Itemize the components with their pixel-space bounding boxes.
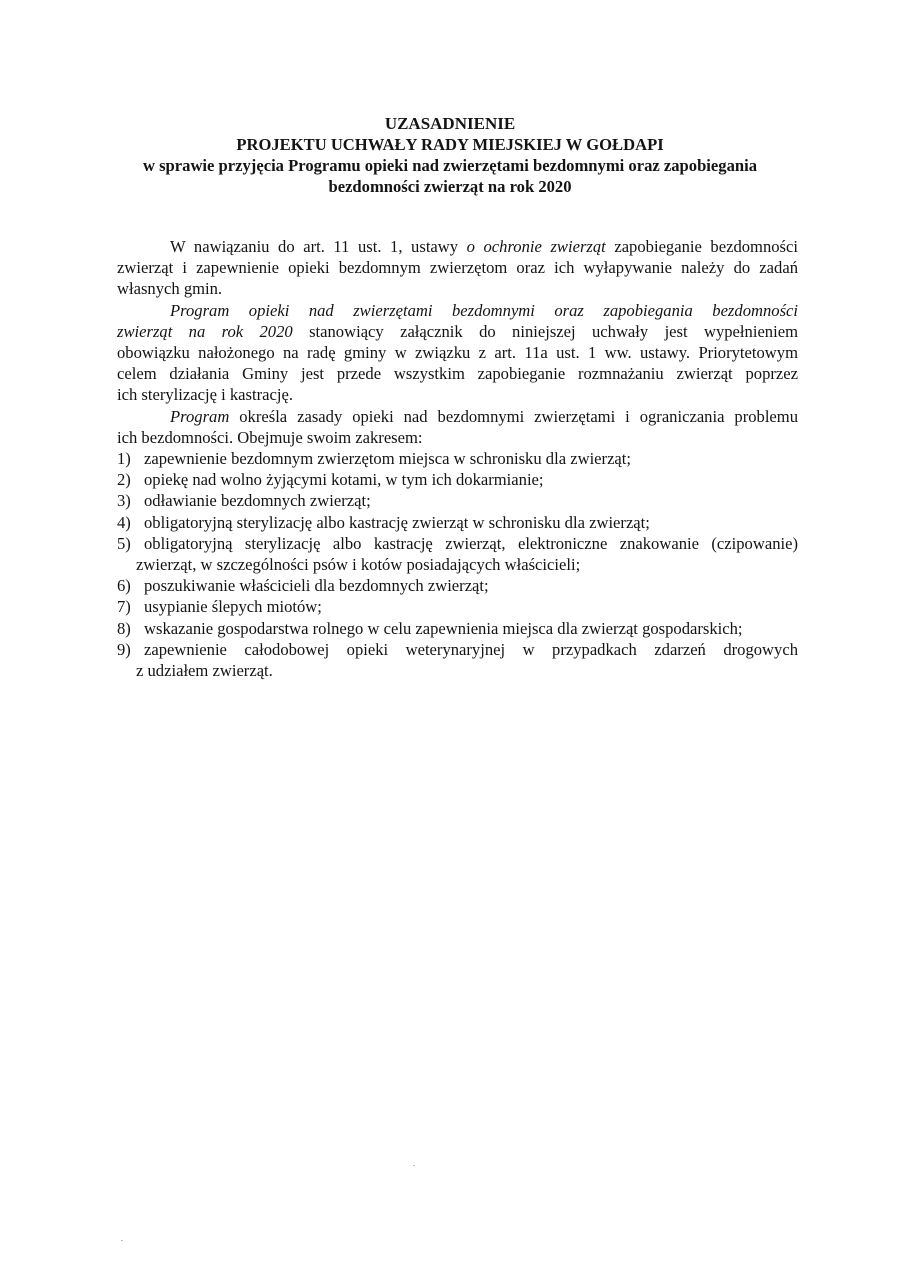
scan-artifact — [413, 1165, 415, 1166]
list-item-text: obligatoryjną sterylizację albo kastrację zwierząt w schronisku dla zwierząt; — [144, 512, 650, 532]
list-item — [117, 575, 798, 596]
list-item — [117, 618, 798, 639]
paragraph-1-line-2: zwierząt i zapewnienie opieki bezdomnym zwierzętom oraz ich wyłapywanie należy do zadań — [117, 258, 798, 278]
list-item-number: 2) — [117, 470, 131, 490]
list-item — [117, 490, 798, 511]
paragraph-2-line-3: obowiązku nałożonego na radę gminy w związku z art. 11a ust. 1 ww. ustawy. Priorytetowym — [117, 343, 798, 363]
program-title-cont: zwierząt na rok 2020 — [117, 321, 293, 341]
list-item-number: 7) — [117, 597, 131, 617]
paragraph-3 — [117, 406, 798, 448]
paragraph-1-text-a: W nawiązaniu do art. 11 ust. 1, ustawy — [170, 237, 467, 256]
paragraph-1 — [117, 236, 798, 300]
list-item-text: opiekę nad wolno żyjącymi kotami, w tym ich dokarmianie; — [144, 470, 544, 490]
list-item-continuation: z udziałem zwierząt. — [136, 661, 273, 681]
heading-resolution: PROJEKTU UCHWAŁY RADY MIEJSKIEJ W GOŁDAPI — [236, 135, 664, 154]
list-item — [117, 512, 798, 533]
paragraph-1-text-c: zapobieganie bezdomności — [605, 237, 798, 256]
list-item-text: zapewnienie całodobowej opieki weterynaryjnej w przypadkach zdarzeń drogowych — [144, 639, 798, 659]
list-item-number: 3) — [117, 491, 131, 511]
list-item-number: 1) — [117, 449, 131, 469]
scan-artifact — [121, 1240, 123, 1241]
list-item — [117, 469, 798, 490]
paragraph-2-line-2 — [117, 321, 798, 342]
list-item-text: usypianie ślepych miotów; — [144, 597, 322, 617]
paragraph-1-line-3: własnych gmin. — [117, 279, 223, 299]
paragraph-1-line-1 — [117, 236, 798, 257]
list-item-text: obligatoryjną sterylizację albo kastrację zwierząt, elektroniczne znakowanie (czipowanie) — [144, 533, 798, 553]
paragraph-2-line-5: ich sterylizację i kastrację. — [117, 385, 293, 405]
list-item-text: poszukiwanie właścicieli dla bezdomnych zwierząt; — [144, 576, 489, 596]
program-title: Program opieki nad zwierzętami bezdomnymi oraz zapobiegania bezdomności — [170, 300, 798, 320]
paragraph-2-line-2-rest: stanowiący załącznik do niniejszej uchwały jest wypełnieniem — [292, 321, 798, 341]
scope-list — [117, 448, 798, 681]
list-item-text: wskazanie gospodarstwa rolnego w celu zapewnienia miejsca dla zwierząt gospodarskich; — [144, 618, 743, 638]
list-item — [117, 448, 798, 469]
document-body — [117, 236, 798, 681]
list-item-number: 4) — [117, 512, 131, 532]
list-item-number: 8) — [117, 618, 131, 638]
paragraph-3-line-1 — [117, 406, 798, 427]
paragraph-3-line-2: ich bezdomności. Obejmuje swoim zakresem: — [117, 427, 423, 447]
paragraph-2 — [117, 300, 798, 406]
heading-subject-line1: w sprawie przyjęcia Programu opieki nad zwierzętami bezdomnymi oraz zapobiegania — [142, 156, 758, 175]
program-word: Program — [170, 406, 230, 426]
paragraph-3-line-1-rest: określa zasady opieki nad bezdomnymi zwierzętami i ograniczania problemu — [229, 406, 798, 426]
document-heading — [0, 113, 900, 197]
list-item-number: 9) — [117, 639, 131, 659]
paragraph-2-line-4: celem działania Gminy jest przede wszystkim zapobieganie rozmnażaniu zwierząt poprzez — [117, 364, 798, 384]
act-title: o ochronie zwierząt — [466, 237, 606, 256]
heading-title: UZASADNIENIE — [384, 114, 516, 133]
list-item-number: 6) — [117, 576, 131, 596]
list-item — [117, 533, 798, 575]
list-item — [117, 596, 798, 617]
list-item — [117, 639, 798, 681]
list-item-text: odławianie bezdomnych zwierząt; — [144, 491, 371, 511]
list-item-text: zapewnienie bezdomnym zwierzętom miejsca w schronisku dla zwierząt; — [144, 449, 632, 469]
paragraph-2-line-1 — [117, 300, 798, 321]
list-item-number: 5) — [117, 533, 131, 553]
heading-subject-line2: bezdomności zwierząt na rok 2020 — [328, 177, 572, 196]
list-item-continuation: zwierząt, w szczególności psów i kotów posiadających właścicieli; — [136, 555, 581, 575]
